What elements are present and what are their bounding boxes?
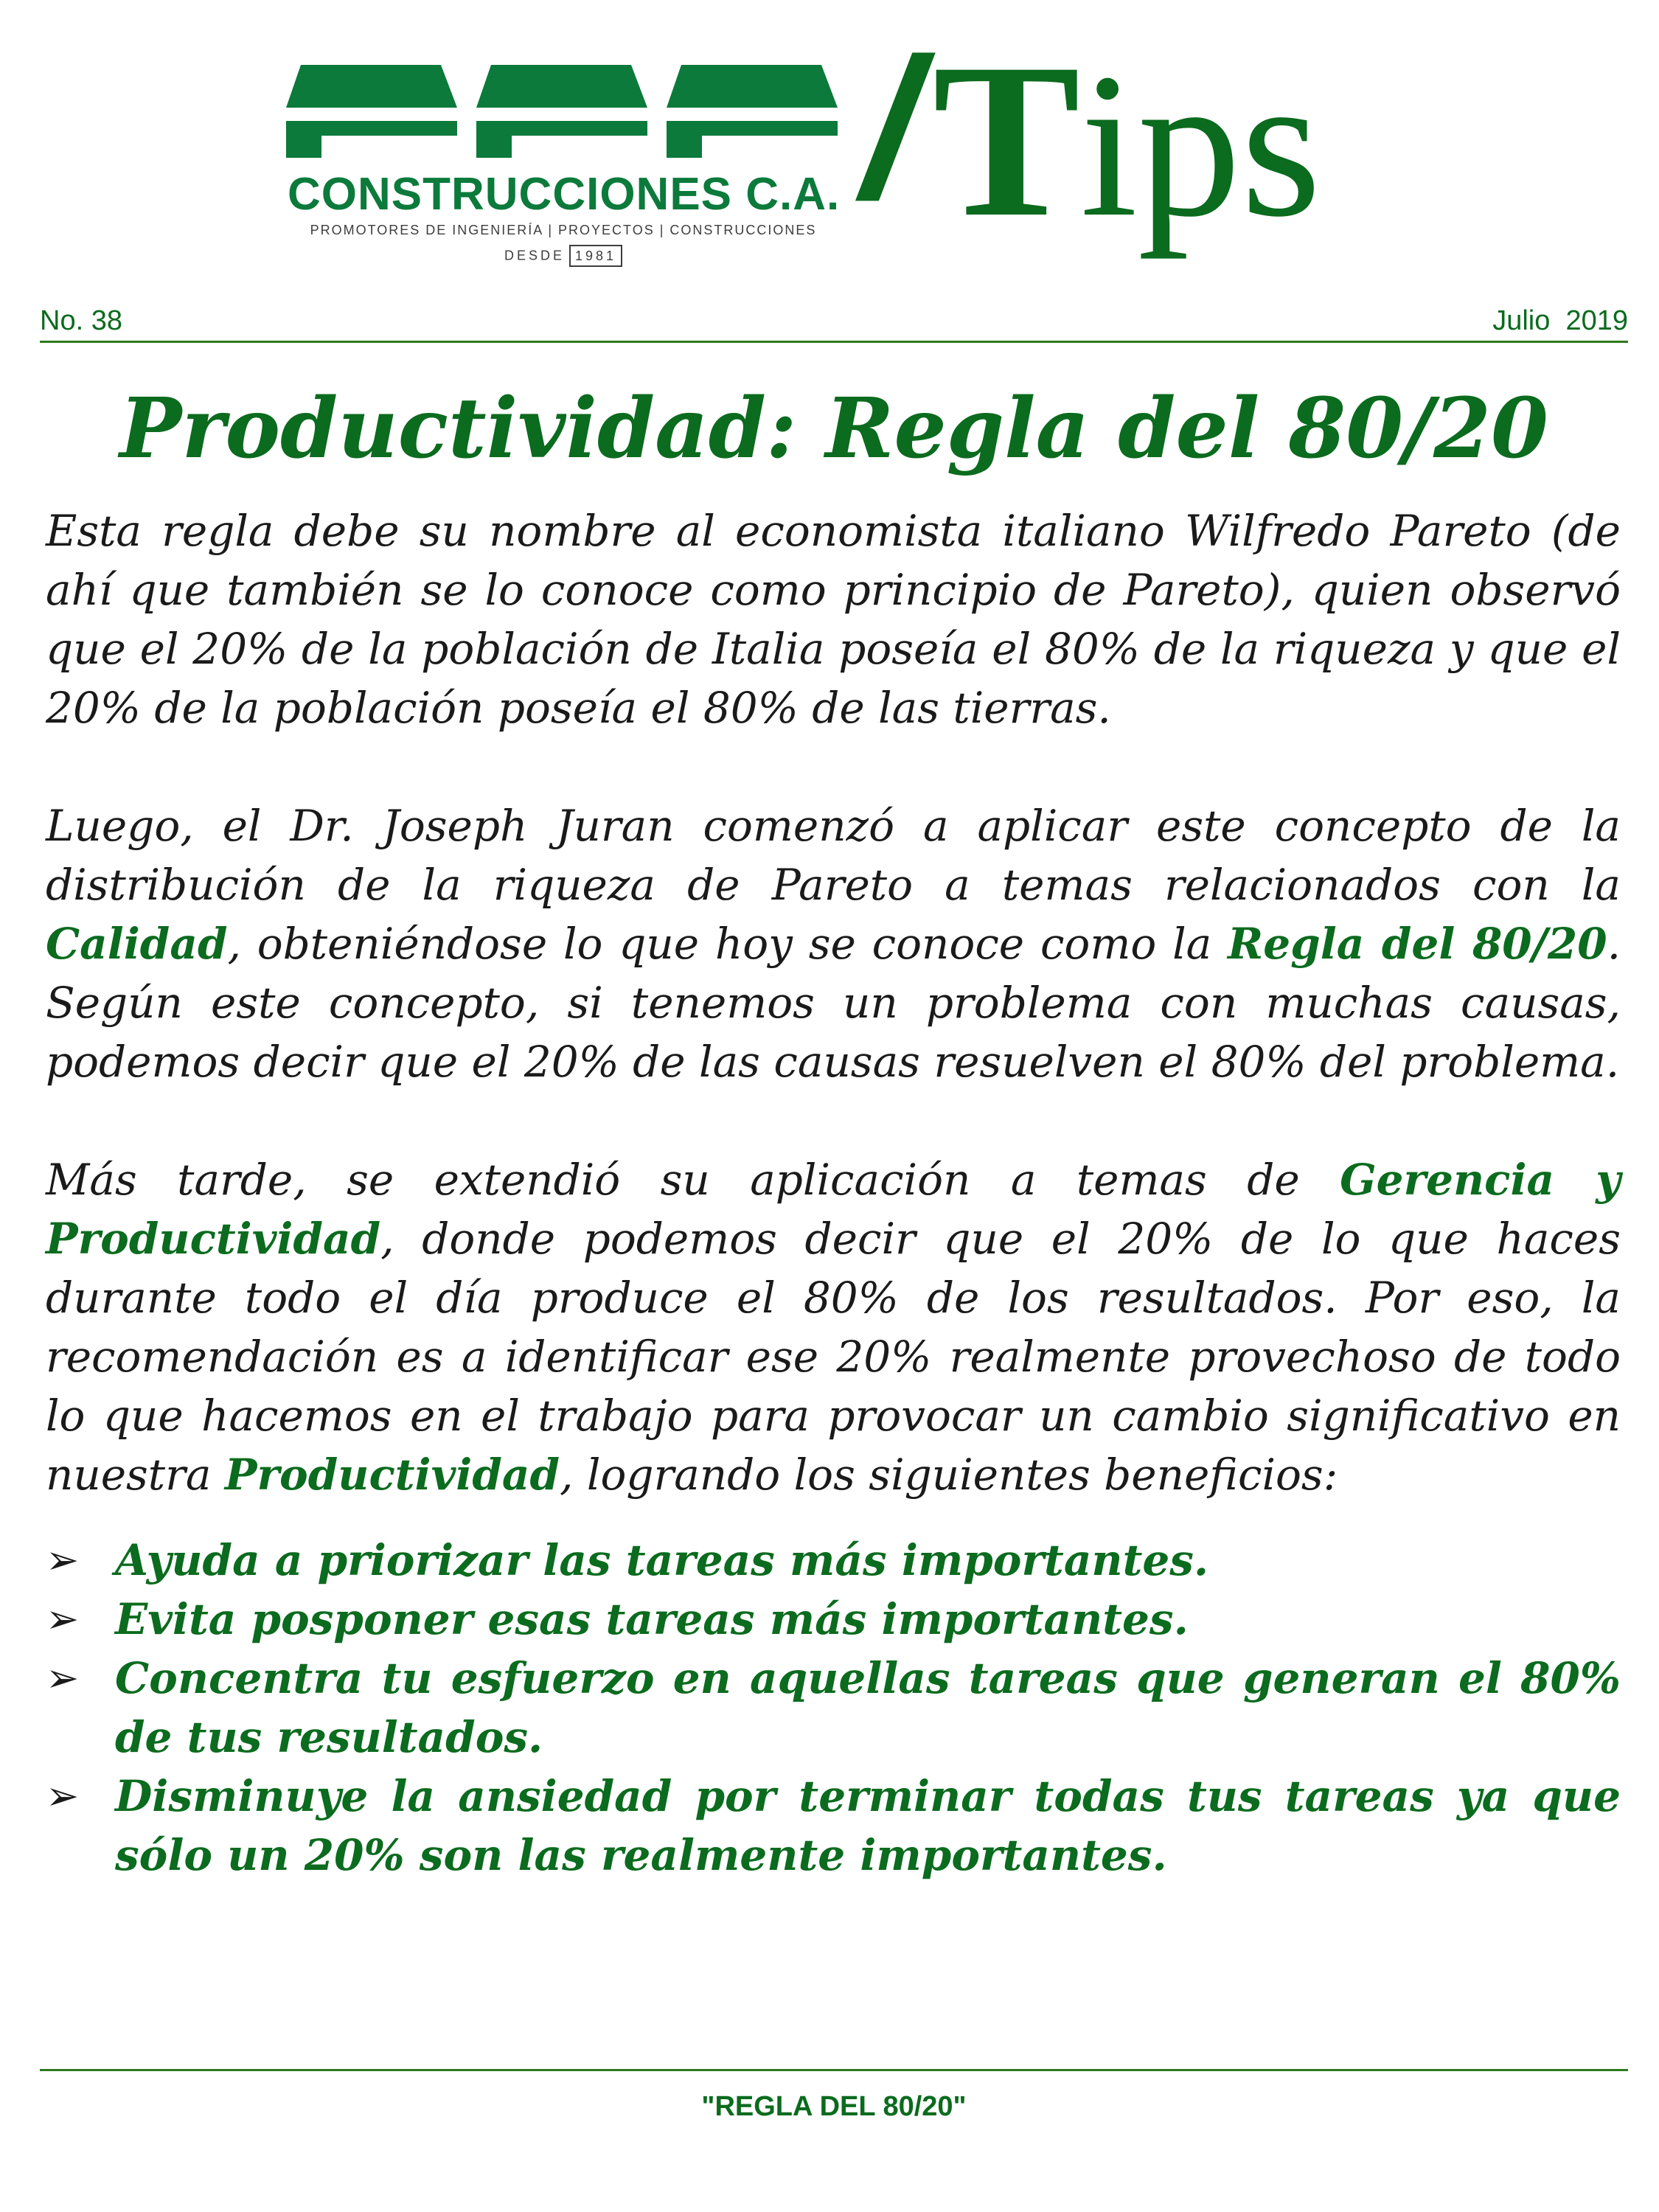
paragraph-3-text: , logrando los siguientes beneficios:	[560, 1450, 1338, 1500]
paragraph-2-text: Luego, el Dr. Joseph Juran comenzó a aplicar este concepto de la distribución de la riqueza de Pareto a temas relacionados con la	[46, 801, 1621, 910]
company-since	[286, 245, 841, 267]
highlight-productividad: Productividad	[224, 1450, 560, 1500]
company-name: CONSTRUCCIONES C.A.	[288, 169, 841, 220]
issue-number: No. 38	[40, 305, 122, 336]
benefit-text: Disminuye la ansiedad por terminar todas tus tareas ya que sólo un 20% son las realmente importantes.	[115, 1771, 1621, 1880]
paragraph-1: Esta regla debe su nombre al economista italiano Wilfredo Pareto (de ahí que también se lo conoce como principio de Pareto), quien observó que el 20% de la población de Italia poseía el 80% de la riqueza y que el 20% de la población poseía el 80% de las tierras.	[46, 506, 1621, 733]
title-slash: /	[863, 18, 919, 240]
paragraph-3-text: Más tarde, se extendió su aplicación a temas de	[46, 1155, 1340, 1205]
document-title: Productividad: Regla del 80/20	[119, 380, 1548, 477]
paragraph-3	[46, 1150, 1621, 1504]
footer-divider	[40, 2069, 1628, 2071]
list-item	[46, 1531, 1621, 1590]
benefits-list	[46, 1531, 1621, 1885]
paragraph-3-text: , donde podemos decir que el 20% de lo que haces durante todo el día produce el 80% de los resultados. Por eso, la recomendación es a identificar ese 20% realmente provechoso de todo lo que hacemos en el trabajo para provocar un cambio significativo en nuestra	[46, 1214, 1621, 1500]
highlight-calidad: Calidad	[46, 919, 228, 969]
section-title-rest: ips	[1080, 30, 1321, 260]
paragraph-2-text: , obteniéndose lo que hoy se conoce como la	[227, 919, 1228, 969]
issue-info	[40, 305, 1628, 342]
section-title-initial: T	[933, 18, 1081, 262]
list-item	[46, 1649, 1621, 1767]
house-roofs-logo-icon	[286, 65, 841, 162]
page-footer: "REGLA DEL 80/20"	[701, 2091, 967, 2122]
since-label: DESDE	[504, 248, 565, 263]
arrow-bullet-icon: ➢	[46, 1773, 80, 1819]
arrow-bullet-icon: ➢	[46, 1537, 80, 1583]
section-title-word	[933, 18, 1321, 262]
section-title	[863, 18, 1321, 262]
arrow-bullet-icon: ➢	[46, 1655, 80, 1701]
arrow-bullet-icon: ➢	[46, 1596, 80, 1642]
highlight-gerencia: Gerencia y Productividad	[46, 1155, 1621, 1264]
benefit-text: Ayuda a priorizar las tareas más importantes.	[115, 1535, 1209, 1585]
company-tagline: PROMOTORES DE INGENIERÍA | PROYECTOS | CONSTRUCCIONES	[310, 223, 817, 237]
benefit-text: Evita posponer esas tareas más importantes.	[115, 1594, 1189, 1644]
paragraph-2-text: . Según este concepto, si tenemos un problema con muchas causas, podemos decir que el 20% de las causas resuelven el 80% del problema.	[46, 919, 1621, 1087]
list-item	[46, 1767, 1621, 1885]
paragraph-2	[46, 796, 1621, 1091]
issue-date: Julio 2019	[1492, 305, 1628, 336]
header-divider	[40, 341, 1628, 343]
highlight-regla: Regla del 80/20	[1228, 919, 1607, 969]
list-item	[46, 1590, 1621, 1649]
since-year: 1981	[569, 245, 622, 267]
company-logo	[286, 65, 841, 271]
benefit-text: Concentra tu esfuerzo en aquellas tareas que generan el 80% de tus resultados.	[115, 1653, 1621, 1762]
document-body	[46, 501, 1621, 1885]
